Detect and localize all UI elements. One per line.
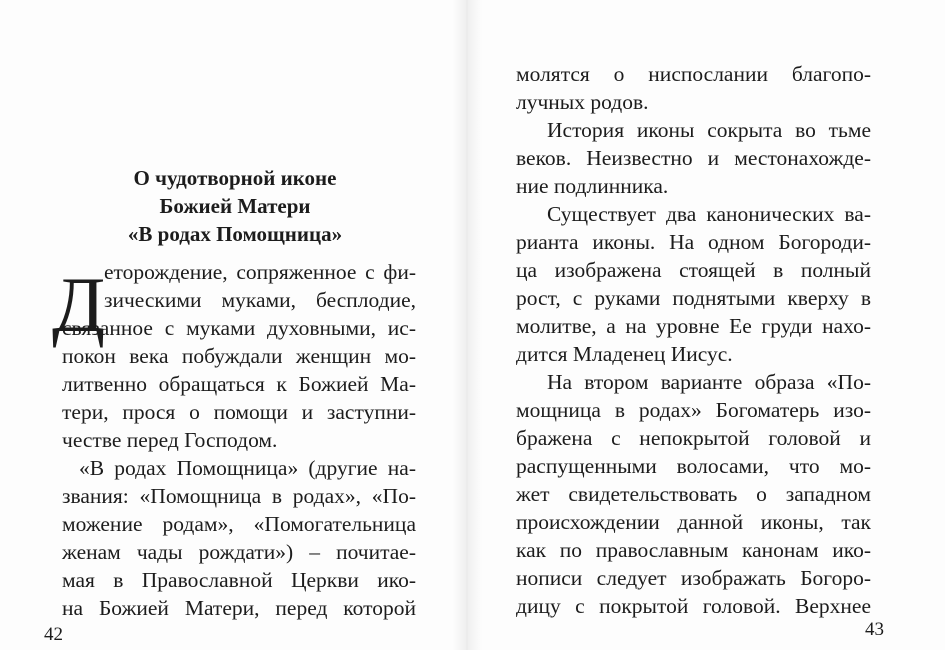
text-line: бражена с непокрытой головой и bbox=[516, 426, 871, 450]
text-line: как по православным канонам ико- bbox=[516, 538, 871, 562]
text-line: дится Младенец Иисус. bbox=[516, 342, 733, 366]
text-line: зическими муками, бесплодие, bbox=[104, 288, 416, 312]
text-line: связанное с муками духовными, ис- bbox=[62, 316, 416, 340]
text-line: распущенными волосами, что мо- bbox=[516, 454, 871, 478]
text-line: мощница в родах» Богоматерь изо- bbox=[516, 398, 871, 422]
chapter-heading-line-2: Божией Матери bbox=[159, 194, 311, 218]
text-line: мая в Православной Церкви ико- bbox=[62, 568, 416, 592]
page-number: 42 bbox=[44, 624, 63, 645]
book-gutter bbox=[452, 0, 482, 650]
text-line: происхождении данной иконы, так bbox=[516, 510, 871, 534]
drop-cap: Д bbox=[52, 261, 106, 348]
text-line: ние подлинника. bbox=[516, 174, 669, 198]
text-line: покон века побуждали женщин мо- bbox=[62, 344, 416, 368]
text-line: На втором варианте образа «По- bbox=[547, 370, 871, 394]
page-number: 43 bbox=[865, 619, 884, 640]
left-page bbox=[0, 0, 466, 650]
text-line: рост, с руками поднятыми кверху в bbox=[516, 286, 871, 310]
text-line: веков. Неизвестно и местонахожде- bbox=[516, 146, 871, 170]
text-line: звания: «Помощница в родах», «По- bbox=[62, 484, 416, 508]
text-line: молитве, а на уровне Ее груди нахо- bbox=[516, 314, 871, 338]
text-line: тери, прося о помощи и заступни- bbox=[62, 400, 416, 424]
text-line: еторождение, сопряженное с фи- bbox=[104, 260, 416, 284]
text-line: «В родах Помощница» (другие на- bbox=[79, 456, 416, 480]
text-line: литвенно обращаться к Божией Ма- bbox=[62, 372, 416, 396]
text-line: История иконы сокрыта во тьме bbox=[547, 118, 871, 142]
chapter-heading-line-3: «В родах Помощница» bbox=[127, 222, 343, 246]
text-line: на Божией Матери, перед которой bbox=[62, 596, 416, 620]
text-line: женам чады рождати») – почитае- bbox=[62, 540, 416, 564]
chapter-heading-line-1: О чудотворной иконе bbox=[133, 166, 337, 190]
text-line: нописи следует изображать Богоро- bbox=[516, 566, 871, 590]
text-line: дицу с покрытой головой. Верхнее bbox=[516, 594, 871, 618]
text-line: можение родам», «Помогательница bbox=[62, 512, 416, 536]
text-line: честве перед Господом. bbox=[62, 428, 278, 452]
right-page bbox=[466, 0, 945, 650]
text-line: лучных родов. bbox=[516, 90, 649, 114]
text-line: рианта иконы. На одном Богороди- bbox=[516, 230, 871, 254]
text-line: жет свидетельствовать о западном bbox=[516, 482, 871, 506]
text-line: Существует два канонических ва- bbox=[547, 202, 871, 226]
text-line: ца изображена стоящей в полный bbox=[516, 258, 871, 282]
text-line: молятся о ниспослании благопо- bbox=[516, 62, 871, 86]
